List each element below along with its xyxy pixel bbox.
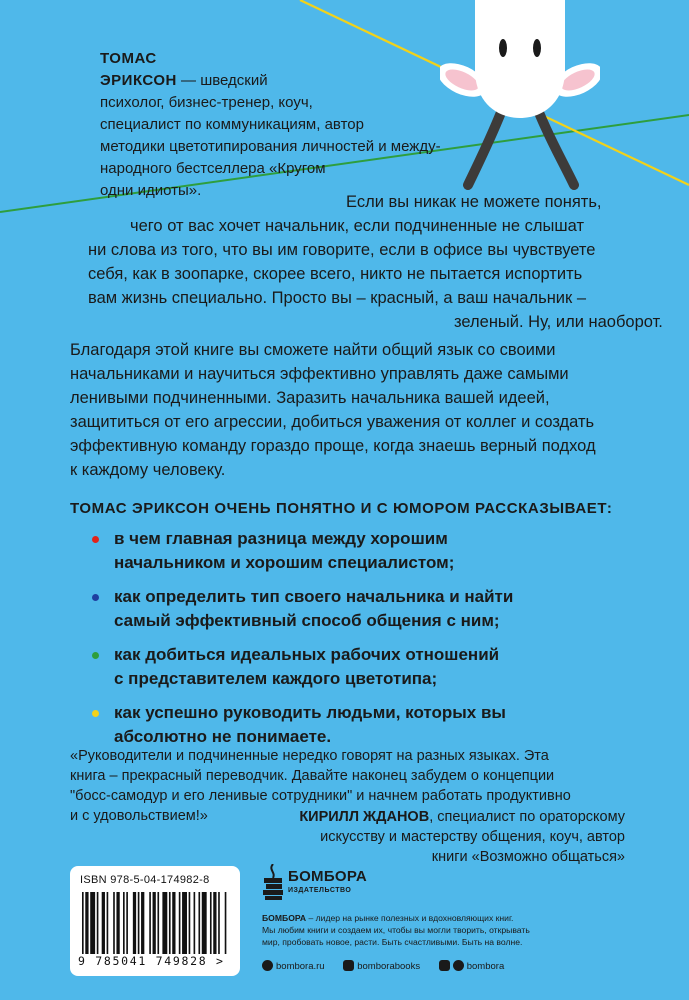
plus-icon: [439, 960, 450, 971]
intro-line: Если вы никак не можете понять,: [346, 193, 602, 211]
bullet-line: как добиться идеальных рабочих отношений: [114, 645, 500, 664]
barcode-bar: [116, 892, 119, 954]
bullet-line: начальником и хорошим специалистом;: [114, 553, 455, 572]
intro-line: вам жизнь специально. Просто вы – красный, а ваш начальник –: [88, 289, 586, 307]
bullet-line: как определить тип своего начальника и найти: [114, 587, 514, 606]
signature-first-line: [250, 807, 625, 827]
barcode-bar: [141, 892, 144, 954]
barcode-bar: [210, 892, 212, 954]
social-label: bombora: [466, 961, 505, 972]
social-link[interactable]: [439, 961, 505, 972]
publisher-lead: БОМБОРА: [262, 913, 307, 923]
intro-line: чего от вас хочет начальник, если подчиненные не слышат: [130, 217, 585, 235]
bullet-line: абсолютно не понимаете.: [114, 727, 332, 746]
barcode-bar: [169, 892, 171, 954]
intro-line: себя, как в зоопарке, скорее всего, никто не пытается испортить: [88, 265, 583, 283]
barcode-bar: [189, 892, 191, 954]
quote-line: "босс-самодур и его ленивые сотрудники" и начнем работать продуктивно: [70, 788, 571, 804]
publisher-text-line: Мы любим книги и создаем их, чтобы вы могли творить, открывать: [262, 925, 530, 935]
isbn-label: ISBN 978-5-04-174982-8: [80, 874, 210, 886]
author-bio-line: методики цветотипирования личностей и между-: [100, 138, 441, 155]
telegram-icon: [453, 960, 464, 971]
barcode-bar: [90, 892, 95, 954]
bullet-dot-green: [92, 652, 99, 659]
globe-icon: [262, 960, 273, 971]
website-label: bombora.ru: [276, 961, 325, 972]
bullet-line: с представителем каждого цветотипа;: [114, 669, 438, 688]
author-bio-first-line: [100, 70, 460, 92]
intro-line: зеленый. Ну, или наоборот.: [454, 313, 663, 331]
barcode-bar: [123, 892, 125, 954]
author-bio-line: одни идиоты».: [100, 182, 202, 199]
publisher-name: БОМБОРА: [288, 868, 368, 885]
description-line: ленивыми подчиненными. Заразить начальника вашей идеей,: [70, 389, 550, 407]
signature-line: книги «Возможно общаться»: [431, 849, 625, 865]
vk-icon: [343, 960, 354, 971]
author-bio-text: — шведский: [176, 72, 268, 89]
quote-signature: [250, 807, 625, 867]
description-line: защититься от его агрессии, добиться уважения от коллег и создать: [70, 413, 595, 431]
barcode-bar: [97, 892, 99, 954]
intro-paragraph: [70, 190, 663, 334]
vk-link[interactable]: [343, 961, 420, 972]
barcode-bar: [218, 892, 220, 954]
publisher-logo: [262, 862, 392, 902]
author-bio-line: психолог, бизнес-тренер, коуч,: [100, 94, 313, 111]
barcode-bar: [149, 892, 151, 954]
bullet-dot-red: [92, 536, 99, 543]
barcode-bar: [126, 892, 128, 954]
barcode-digits: 9 785041 749828 >: [78, 954, 225, 968]
barcode-bar: [157, 892, 159, 954]
quote-line: и с удовольствием!»: [70, 808, 208, 824]
description-line: эффективную команду гораздо проще, когда знаешь верный подход: [70, 437, 596, 455]
bullet-line: самый эффективный способ общения с ним;: [114, 611, 500, 630]
barcode-bar: [133, 892, 136, 954]
author-bio-line: специалист по коммуникациям, автор: [100, 116, 364, 133]
barcode-bar: [202, 892, 207, 954]
signature-role: , специалист по ораторскому: [429, 809, 625, 825]
bullet-dot-yellow: [92, 710, 99, 717]
list-item: [92, 527, 612, 575]
barcode-bar: [213, 892, 216, 954]
barcode-bars: [80, 892, 230, 954]
barcode-bar: [82, 892, 84, 954]
barcode-bar: [85, 892, 88, 954]
description-line: начальниками и научиться эффективно управлять даже самыми: [70, 365, 569, 383]
signature-line: искусству и мастерству общения, коуч, автор: [320, 829, 625, 845]
goat-illustration: [440, 0, 600, 190]
list-item: [92, 701, 612, 749]
list-item: [92, 643, 612, 691]
publisher-text-line: мир, пробовать новое, расти. Быть счастливыми. Быть на волне.: [262, 937, 523, 947]
author-first-name: ТОМАС: [100, 50, 157, 67]
publisher-bomb-icon: [262, 864, 284, 900]
author-last-name: ЭРИКСОН: [100, 72, 177, 89]
publisher-sub: ИЗДАТЕЛЬСТВО: [288, 887, 352, 894]
publisher-social: [262, 960, 520, 972]
quote-line: «Руководители и подчиненные нередко говорят на разных языках. Эта: [70, 748, 549, 764]
bullet-line: как успешно руководить людьми, которых вы: [114, 703, 506, 722]
publisher-text-first: [262, 912, 562, 924]
barcode-bar: [102, 892, 105, 954]
barcode-bar: [138, 892, 140, 954]
barcode-bar: [113, 892, 115, 954]
signature-name: КИРИЛЛ ЖДАНОВ: [299, 809, 430, 825]
bullet-dot-blue: [92, 594, 99, 601]
barcode-bar: [107, 892, 109, 954]
publisher-text: – лидер на рынке полезных и вдохновляющих книг.: [306, 913, 514, 923]
barcode-bar: [198, 892, 200, 954]
features-list: [92, 527, 612, 759]
features-headline: ТОМАС ЭРИКСОН ОЧЕНЬ ПОНЯТНО И С ЮМОРОМ РАССКАЗЫВАЕТ:: [70, 500, 613, 517]
barcode-bar: [162, 892, 167, 954]
vk-label: bomborabooks: [357, 961, 421, 972]
barcode-bar: [179, 892, 181, 954]
description-line: Благодаря этой книге вы сможете найти общий язык со своими: [70, 341, 556, 359]
quote-line: книга – прекрасный переводчик. Давайте наконец забудем о концепции: [70, 768, 555, 784]
barcode-bar: [225, 892, 227, 954]
intro-line: ни слова из того, что вы им говорите, если в офисе вы чувствуете: [88, 241, 596, 259]
author-bio: [100, 48, 460, 202]
barcode-bar: [153, 892, 156, 954]
barcode-bar: [194, 892, 196, 954]
website-link[interactable]: [262, 961, 325, 972]
barcode-bar: [172, 892, 175, 954]
author-bio-line: народного бестселлера «Кругом: [100, 160, 326, 177]
barcode-panel: [70, 866, 240, 976]
description-line: к каждому человеку.: [70, 461, 226, 479]
bullet-line: в чем главная разница между хорошим: [114, 529, 448, 548]
list-item: [92, 585, 612, 633]
barcode-bar: [182, 892, 187, 954]
description-paragraph: [70, 338, 630, 482]
publisher-description: [262, 912, 562, 948]
